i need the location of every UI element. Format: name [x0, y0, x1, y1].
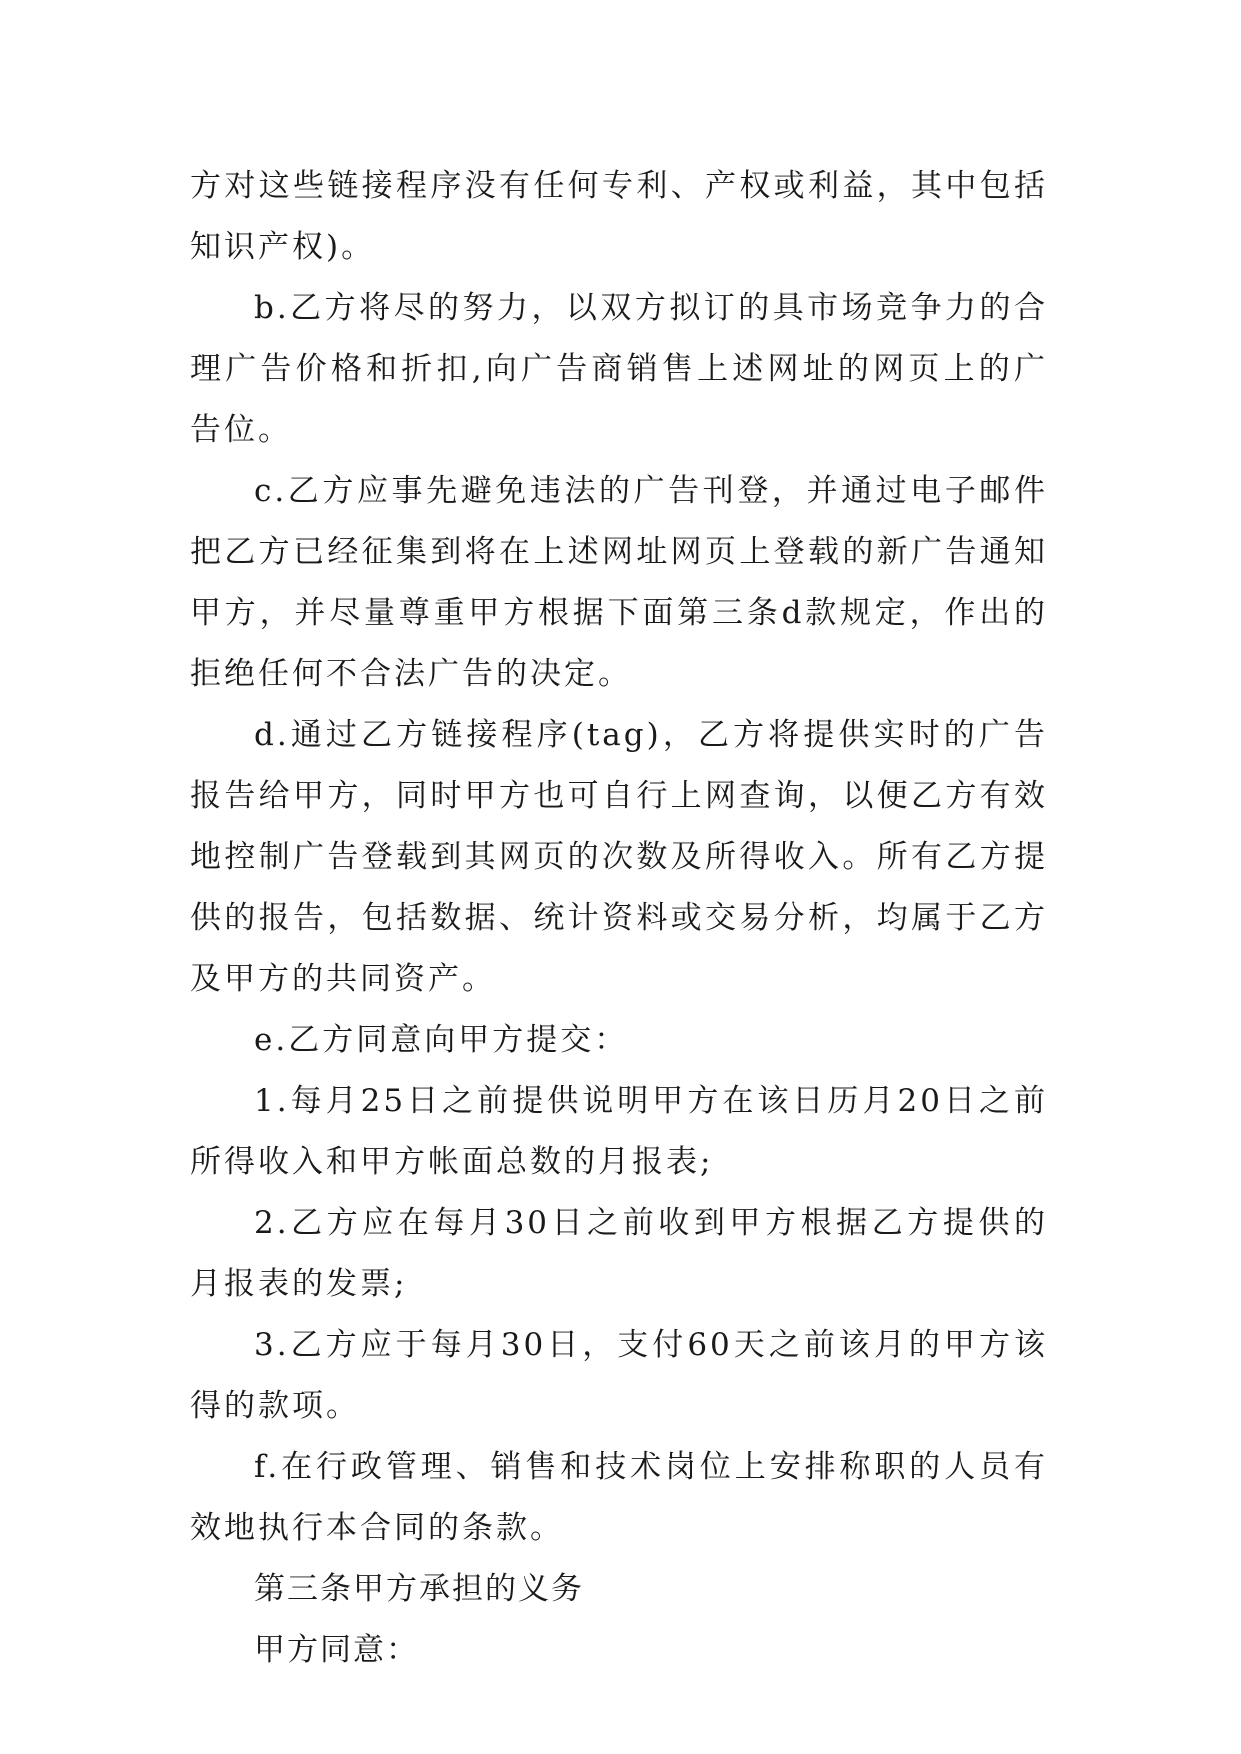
paragraph-continuation: 方对这些链接程序没有任何专利、产权或利益，其中包括知识产权)。 [190, 168, 1048, 265]
paragraph-item-1: 1.每月25日之前提供说明甲方在该日历月20日之前所得收入和甲方帐面总数的月报表; [190, 1083, 1048, 1180]
paragraph-clause-c: c.乙方应事先避免违法的广告刊登，并通过电子邮件把乙方已经征集到将在上述网址网页上登载的新广告通知甲方，并尽量尊重甲方根据下面第三条d款规定，作出的拒绝任何不合法广告的决定。 [190, 473, 1048, 692]
section-heading: 第三条甲方承担的义务 [254, 1571, 584, 1607]
paragraph-item-3: 3.乙方应于每月30日，支付60天之前该月的甲方该得的款项。 [190, 1327, 1048, 1424]
paragraph-clause-f: f.在行政管理、销售和技术岗位上安排称职的人员有效地执行本合同的条款。 [190, 1449, 1048, 1546]
closing-line: 甲方同意： [254, 1632, 419, 1668]
paragraph-item-2: 2.乙方应在每月30日之前收到甲方根据乙方提供的月报表的发票; [190, 1205, 1048, 1302]
document-body [190, 156, 1048, 1681]
paragraph-clause-b: b.乙方将尽的努力，以双方拟订的具市场竞争力的合理广告价格和折扣,向广告商销售上述网址的网页上的广告位。 [190, 290, 1048, 448]
paragraph-clause-d: d.通过乙方链接程序(tag)，乙方将提供实时的广告报告给甲方，同时甲方也可自行上网查询，以便乙方有效地控制广告登载到其网页的次数及所得收入。所有乙方提供的报告，包括数据、统计资料或交易分析，均属于乙方及甲方的共同资产。 [190, 717, 1048, 997]
paragraph-clause-e: e.乙方同意向甲方提交： [254, 1022, 629, 1058]
